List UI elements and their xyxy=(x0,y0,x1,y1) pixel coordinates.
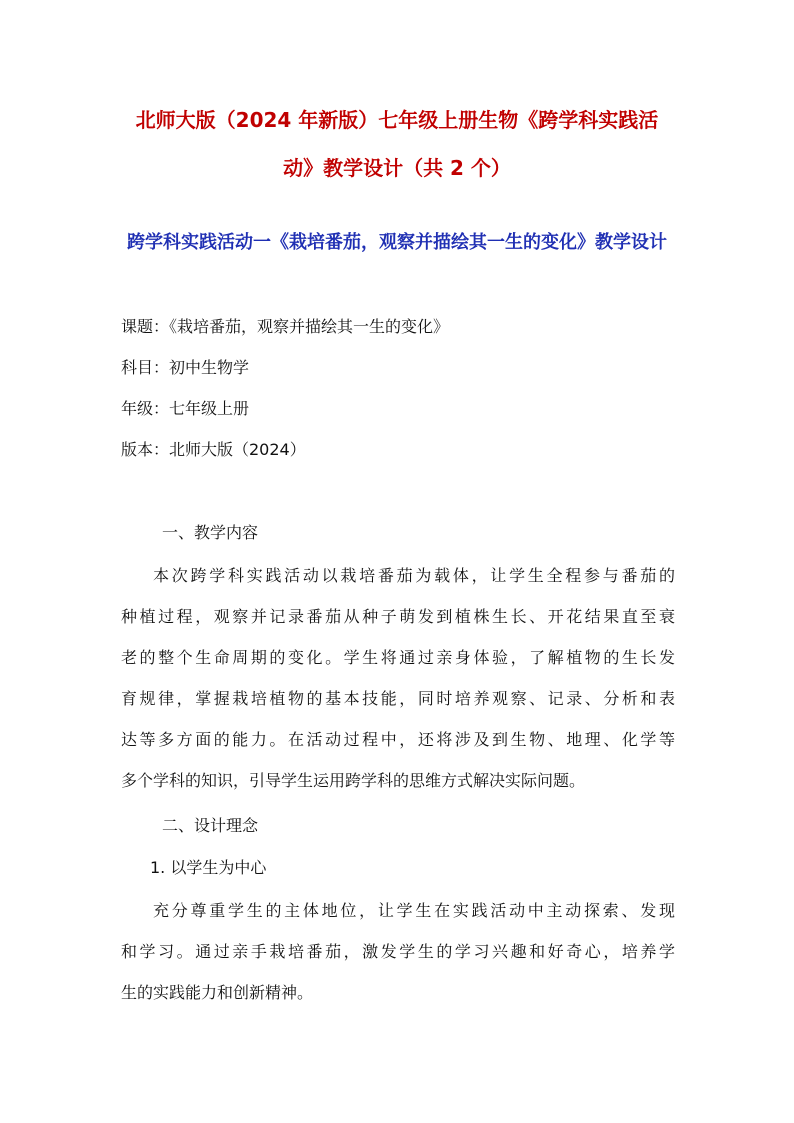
document-title xyxy=(110,96,684,192)
paragraph-line: 老的整个生命周期的变化。学生将通过亲身体验，了解植物的生长发 xyxy=(121,648,675,667)
section2-heading: 二、设计理念 xyxy=(162,816,259,835)
title-line-1: 北师大版（2024 年新版）七年级上册生物《跨学科实践活 xyxy=(135,108,659,132)
section1-heading: 一、教学内容 xyxy=(162,523,259,542)
meta-info xyxy=(121,312,449,476)
paragraph-line: 充分尊重学生的主体地位，让学生在实践活动中主动探索、发现 xyxy=(153,901,675,920)
paragraph-line: 育规律，掌握栽培植物的基本技能，同时培养观察、记录、分析和表 xyxy=(121,689,675,708)
subsection1-paragraph xyxy=(121,896,675,1019)
section1-paragraph xyxy=(121,561,675,807)
meta-grade: 年级：七年级上册 xyxy=(121,399,250,418)
title-line-2: 动》教学设计（共 2 个） xyxy=(283,156,511,180)
meta-subject: 科目：初中生物学 xyxy=(121,358,250,377)
paragraph-line: 多个学科的知识，引导学生运用跨学科的思维方式解决实际问题。 xyxy=(121,771,586,790)
document-subtitle: 跨学科实践活动一《栽培番茄，观察并描绘其一生的变化》教学设计 xyxy=(127,232,667,253)
paragraph-line: 种植过程，观察并记录番茄从种子萌发到植株生长、开花结果直至衰 xyxy=(121,607,675,626)
paragraph-line: 达等多方面的能力。在活动过程中，还将涉及到生物、地理、化学等 xyxy=(121,730,675,749)
meta-edition: 版本：北师大版（2024） xyxy=(121,440,306,459)
paragraph-line: 本次跨学科实践活动以栽培番茄为载体，让学生全程参与番茄的 xyxy=(153,566,675,585)
subsection1-heading: 1. 以学生为中心 xyxy=(150,858,267,877)
paragraph-line: 生的实践能力和创新精神。 xyxy=(121,983,314,1002)
meta-topic: 课题：《栽培番茄，观察并描绘其一生的变化》 xyxy=(121,317,450,336)
paragraph-line: 和学习。通过亲手栽培番茄，激发学生的学习兴趣和好奇心，培养学 xyxy=(121,942,675,961)
